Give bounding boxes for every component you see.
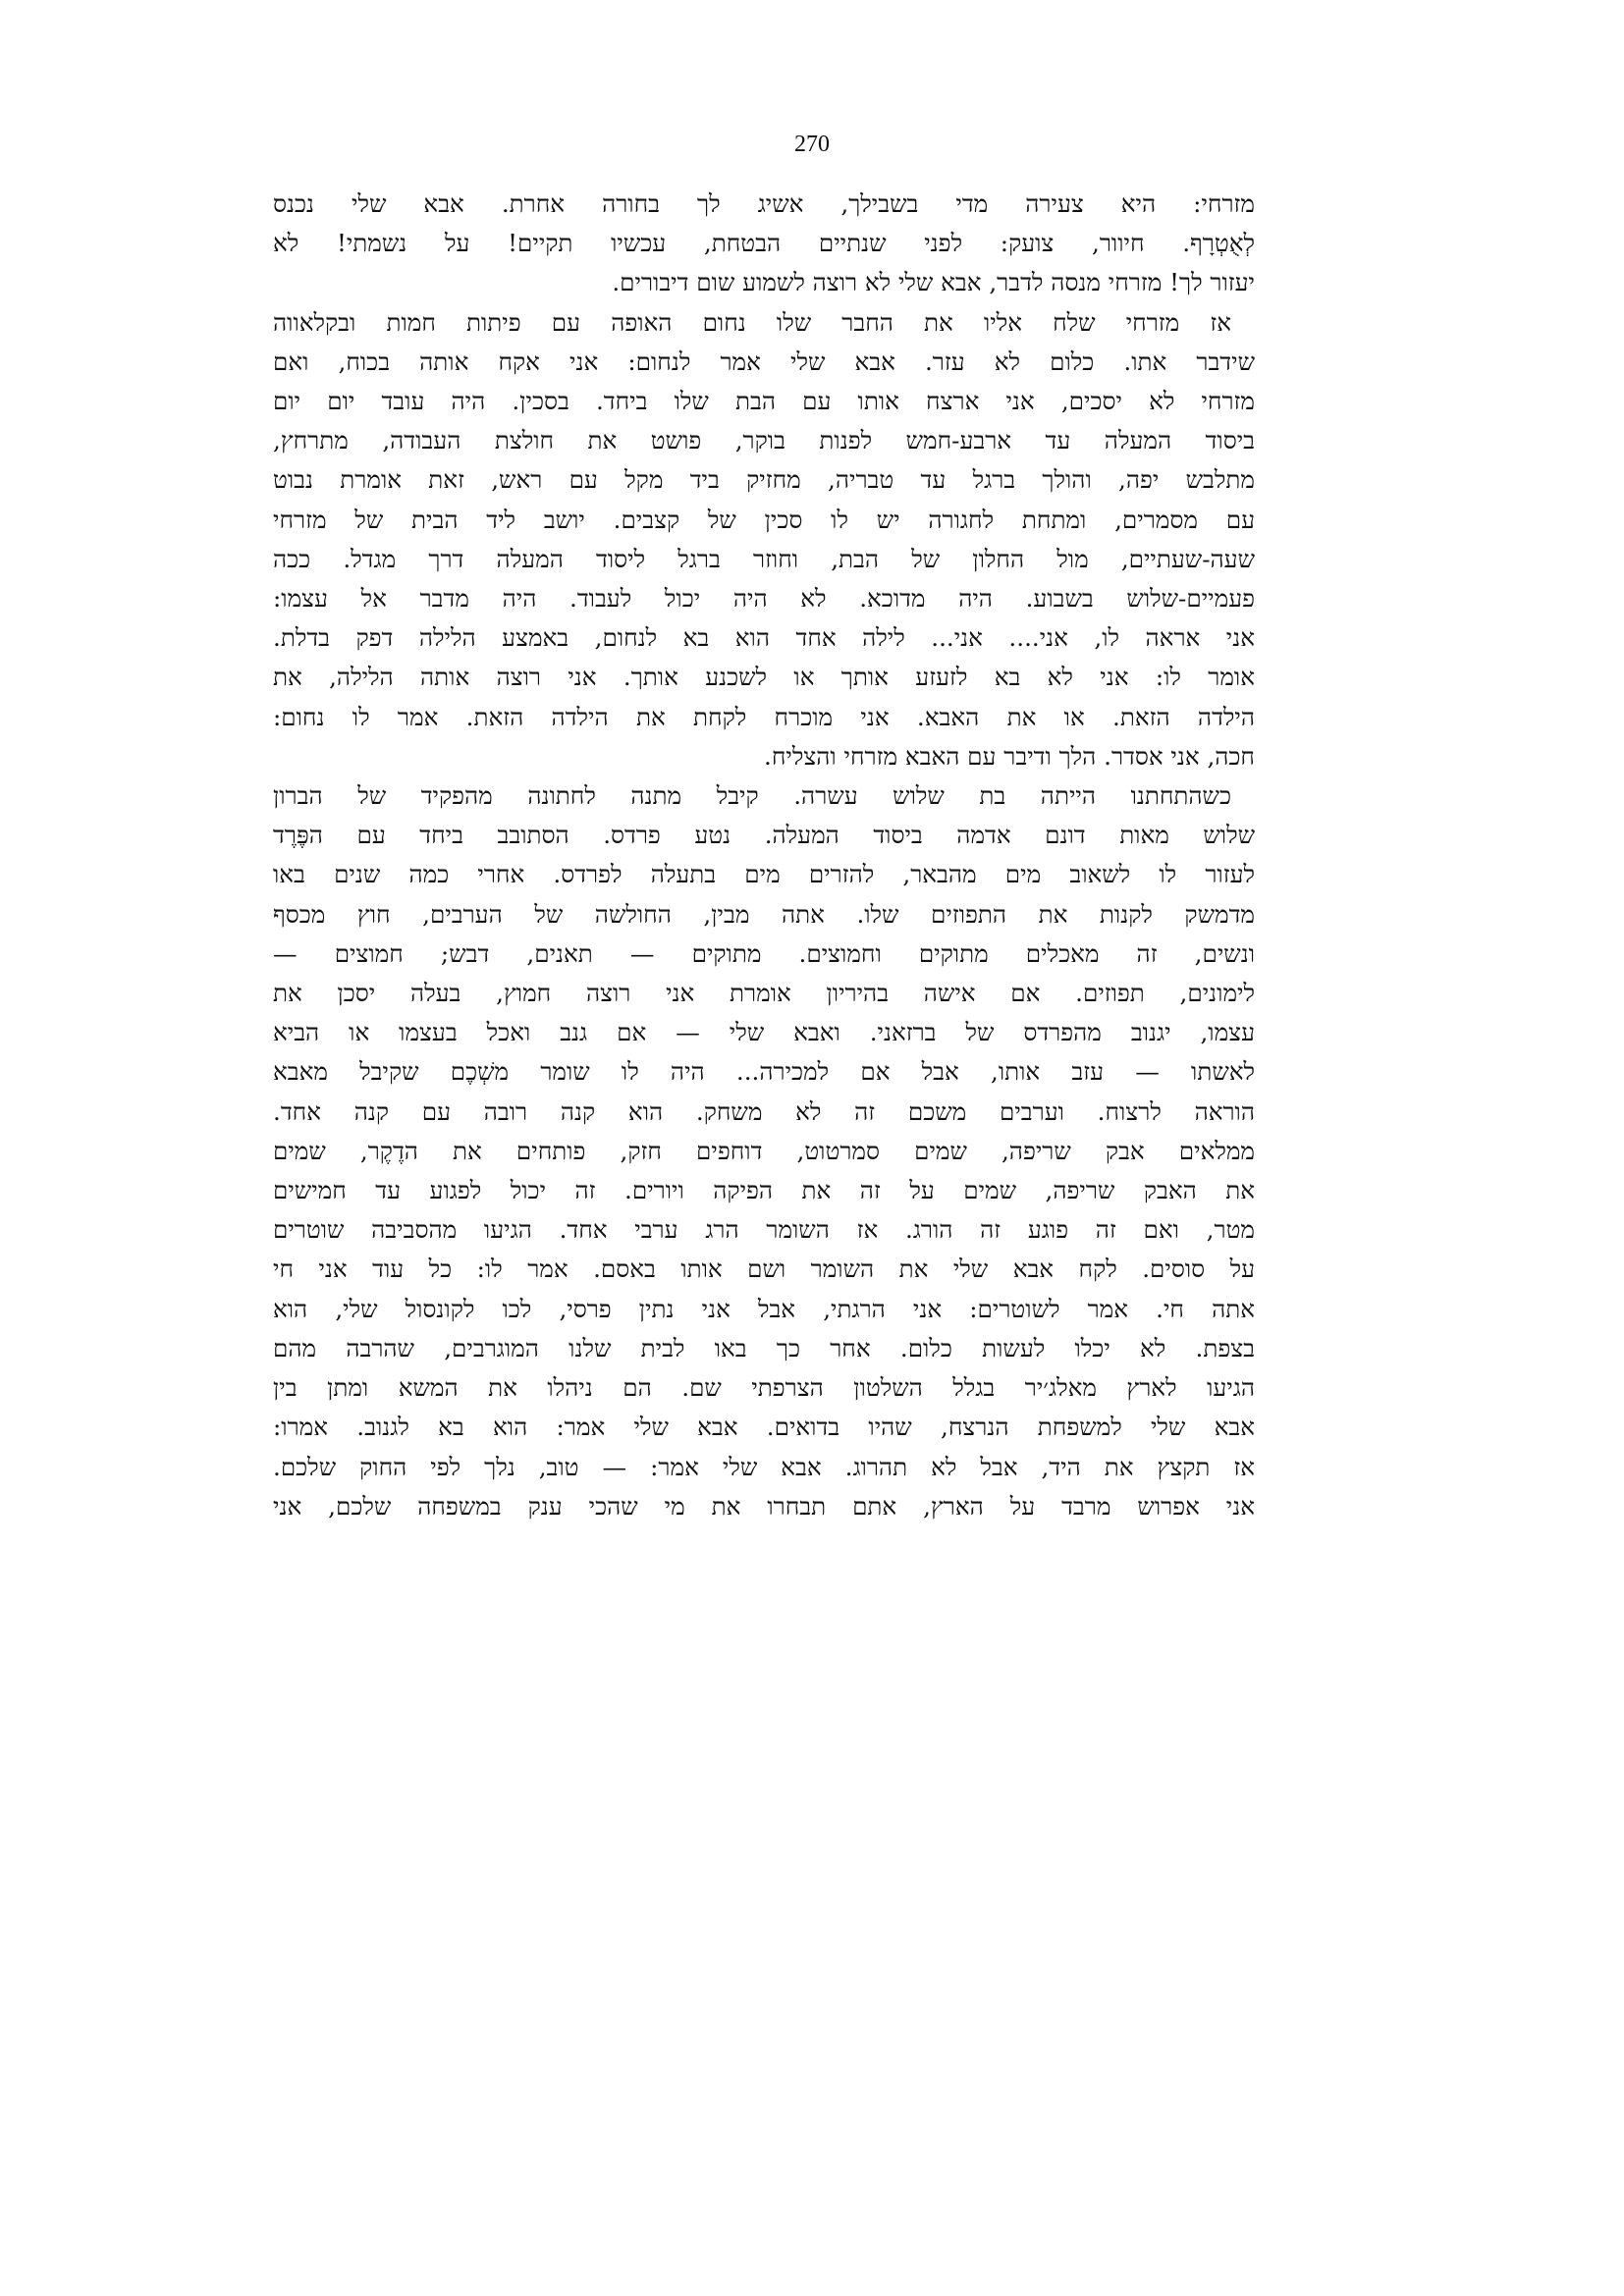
text-line: חכה, אני אסדר. הלך ודיבר עם האבא מזרחי והצליח. bbox=[764, 741, 1255, 771]
text-line: הוראה לרצוח. וערבים משכם זה לא משחק. הוא קנה רובה עם קנה אחד. bbox=[273, 1096, 1255, 1126]
text-line: שעה-שעתיים, מול החלון של הבת, וחוזר ברגל ליסוד המעלה דרך מגדל. ככה bbox=[273, 544, 1255, 573]
text-line: לימונים, תפוזים. אם אישה בהיריון אומרת אני רוצה חמוץ, בעלה יסכן את bbox=[273, 979, 1255, 1008]
page-number: 270 bbox=[794, 132, 830, 157]
text-line: ביסוד המעלה עד ארבע-חמש לפנות בוקר, פושט את חולצת העבודה, מתרחץ, bbox=[273, 426, 1255, 455]
text-line: אז מזרחי שלח אליו את החבר שלו נחום האופה עם פיתות חמות ובקלאווה bbox=[273, 307, 1231, 337]
text-line: מדמשק לקנות את התפוזים שלו. אתה מבין, החולשה של הערבים, חוץ מכסף bbox=[273, 899, 1255, 929]
text-line: לאשתו — עזב אותו, אבל אם למכירה... היה לו שומר משְׁכֶם שקיבל מאבא bbox=[273, 1057, 1255, 1087]
text-line: ממלאים אבק שריפה, שמים סמרטוט, דוחפים חזק, פותחים את הדֶקֶר, שמים bbox=[273, 1136, 1255, 1165]
text-line: אני אפרוש מרבד על הארץ, אתם תבחרו את מי שהכי ענק במשפחה שלכם, אני bbox=[273, 1491, 1255, 1521]
text-line: בצפת. לא יכלו לעשות כלום. אחר כך באו לבית שלנו המוגרבים, שהרבה מהם bbox=[273, 1333, 1255, 1362]
text-line: מזרחי לא יסכים, אני ארצח אותו עם הבת שלו ביחד. בסכין. היה עובד יום יום bbox=[273, 387, 1255, 416]
text-line: את האבק שריפה, שמים על זה את הפיקה ויורים. זה יכול לפגוע עד חמישים bbox=[273, 1176, 1255, 1205]
text-line: עם מסמרים, ומתחת לחגורה יש לו סכין של קצבים. יושב ליד הבית של מזרחי bbox=[273, 505, 1255, 534]
text-line: שידבר אתו. כלום לא עזר. אבא שלי אמר לנחום: אני אקח אותה בכוח, ואם bbox=[273, 347, 1255, 376]
text-line: מטר, ואם זה פוגע זה הורג. אז השומר הרג ערבי אחד. הגיעו מהסביבה שוטרים bbox=[273, 1215, 1255, 1245]
text-line: לְאֻטְרָף. חיוור, צועק: לפני שנתיים הבטחת, עכשיו תקיים! על נשמתי! לא bbox=[273, 229, 1255, 258]
text-line: על סוסים. לקח אבא שלי את השומר ושם אותו באסם. אמר לו: כל עוד אני חי bbox=[273, 1255, 1255, 1284]
text-line: ונשים, זה מאכלים מתוקים וחמוצים. מתוקים — תאנים, דבש; חמוצים — bbox=[273, 938, 1255, 968]
text-line: אתה חי. אמר לשוטרים: אני הרגתי, אבל אני נתין פרסי, לכו לקונסול שלי, הוא bbox=[273, 1294, 1255, 1323]
text-line: עצמו, יגנוב מהפרדס של ברזאני. ואבא שלי — אם גנב ואכל בעצמו או הביא bbox=[273, 1018, 1255, 1047]
text-line: הגיעו לארץ מאלג׳יר בגלל השלטון הצרפתי שם. הם ניהלו את המשא ומתן בין bbox=[273, 1373, 1255, 1403]
paragraph-1 bbox=[273, 185, 1255, 303]
text-line: אני אראה לו, אני.... אני... לילה אחד הוא בא לנחום, באמצע הלילה דפק בדלת. bbox=[273, 623, 1255, 653]
text-line: הילדה הזאת. או את האבא. אני מוכרח לקחת את הילדה הזאת. אמר לו נחום: bbox=[273, 702, 1255, 731]
text-line: כשהתחתנו הייתה בת שלוש עשרה. קיבל מתנה לחתונה מהפקיד של הברון bbox=[273, 781, 1231, 811]
text-line: מתלבש יפה, והולך ברגל עד טבריה, מחזיק ביד מקל עם ראש, זאת אומרת נבוט bbox=[273, 465, 1255, 495]
text-line: יעזור לך! מזרחי מנסה לדבר, אבא שלי לא רוצה לשמוע שום דיבורים. bbox=[612, 268, 1255, 297]
text-line: אבא שלי למשפחת הנרצח, שהיו בדואים. אבא שלי אמר: הוא בא לגנוב. אמרו: bbox=[273, 1413, 1255, 1442]
paragraph-3 bbox=[273, 776, 1255, 1526]
text-line: אומר לו: אני לא בא לזעזע אותך או לשכנע אותך. אני רוצה אותה הלילה, את bbox=[273, 663, 1255, 692]
body-text bbox=[273, 185, 1255, 1526]
text-line: פעמיים-שלוש בשבוע. היה מדוכא. לא היה יכול לעבוד. היה מדבר אל עצמו: bbox=[273, 584, 1255, 614]
text-line: אז תקצץ את היד, אבל לא תהרוג. אבא שלי אמר: — טוב, נלך לפי החוק שלכם. bbox=[273, 1452, 1255, 1481]
text-line: שלוש מאות דונם אדמה ביסוד המעלה. נטע פרדס. הסתובב ביחד עם הפֶּרֶד bbox=[273, 821, 1255, 850]
text-line: מזרחי: היא צעירה מדי בשבילך, אשיג לך בחורה אחרת. אבא שלי נכנס bbox=[273, 189, 1255, 218]
paragraph-2 bbox=[273, 303, 1255, 776]
text-line: לעזור לו לשאוב מים מהבאר, להזרים מים בתעלה לפרדס. אחרי כמה שנים באו bbox=[273, 860, 1255, 889]
